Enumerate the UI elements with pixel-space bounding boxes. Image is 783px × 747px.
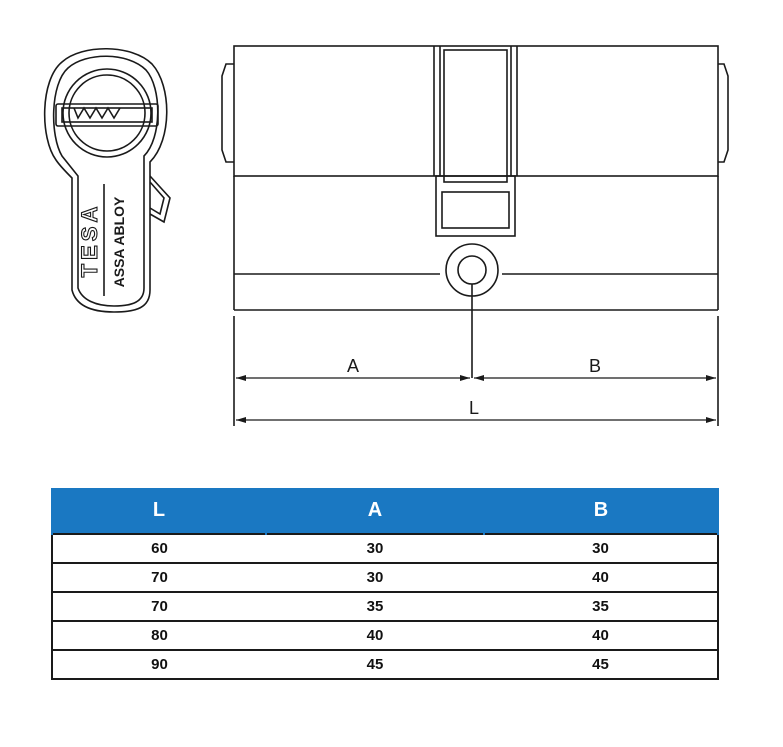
column-header-a: A bbox=[266, 488, 484, 534]
profile-inner-outline bbox=[54, 56, 158, 306]
fixing-hole-inner bbox=[458, 256, 486, 284]
table-row bbox=[52, 621, 718, 650]
cylinder-profile-view bbox=[45, 49, 170, 312]
table-row bbox=[52, 650, 718, 679]
table-cell-a: 45 bbox=[266, 650, 484, 679]
table-cell-a: 35 bbox=[266, 592, 484, 621]
logo-subbrand-text: ASSA ABLOY bbox=[111, 196, 127, 288]
arrow-b-left bbox=[474, 375, 484, 381]
right-end-cap bbox=[718, 64, 728, 162]
profile-outline bbox=[45, 49, 167, 312]
table-cell-l: 70 bbox=[52, 592, 266, 621]
table-row bbox=[52, 592, 718, 621]
arrow-l-left bbox=[236, 417, 246, 423]
column-header-l: L bbox=[52, 488, 266, 534]
table-cell-l: 70 bbox=[52, 563, 266, 592]
arrow-b-right bbox=[706, 375, 716, 381]
logo-brand-text: TESA bbox=[77, 202, 102, 278]
size-table bbox=[51, 488, 719, 680]
table-cell-l: 60 bbox=[52, 534, 266, 563]
table-row bbox=[52, 534, 718, 563]
cylinder-body-top bbox=[234, 46, 718, 176]
table-cell-b: 30 bbox=[484, 534, 718, 563]
table-cell-b: 45 bbox=[484, 650, 718, 679]
dimension-label-b: B bbox=[588, 356, 602, 376]
cam-tab bbox=[150, 176, 170, 222]
table-cell-b: 40 bbox=[484, 621, 718, 650]
table-cell-a: 30 bbox=[266, 563, 484, 592]
dimension-label-l: L bbox=[468, 398, 480, 418]
table-cell-b: 40 bbox=[484, 563, 718, 592]
cam-slot-lower bbox=[436, 176, 515, 236]
left-end-cap bbox=[222, 64, 234, 162]
arrow-a-left bbox=[236, 375, 246, 381]
cam-slot-inner bbox=[442, 192, 509, 228]
arrow-l-right bbox=[706, 417, 716, 423]
column-header-b: B bbox=[484, 488, 718, 534]
table-cell-l: 80 bbox=[52, 621, 266, 650]
cam-slot bbox=[444, 50, 507, 182]
keyway-teeth bbox=[74, 108, 120, 118]
table-row bbox=[52, 563, 718, 592]
table-header-row bbox=[52, 488, 718, 534]
table-cell-a: 40 bbox=[266, 621, 484, 650]
dimension-label-a: A bbox=[346, 356, 360, 376]
cylinder-front-view bbox=[222, 46, 728, 426]
cam-tab-inner bbox=[150, 182, 164, 214]
table-cell-b: 35 bbox=[484, 592, 718, 621]
arrow-a-right bbox=[460, 375, 470, 381]
table-cell-a: 30 bbox=[266, 534, 484, 563]
table-cell-l: 90 bbox=[52, 650, 266, 679]
